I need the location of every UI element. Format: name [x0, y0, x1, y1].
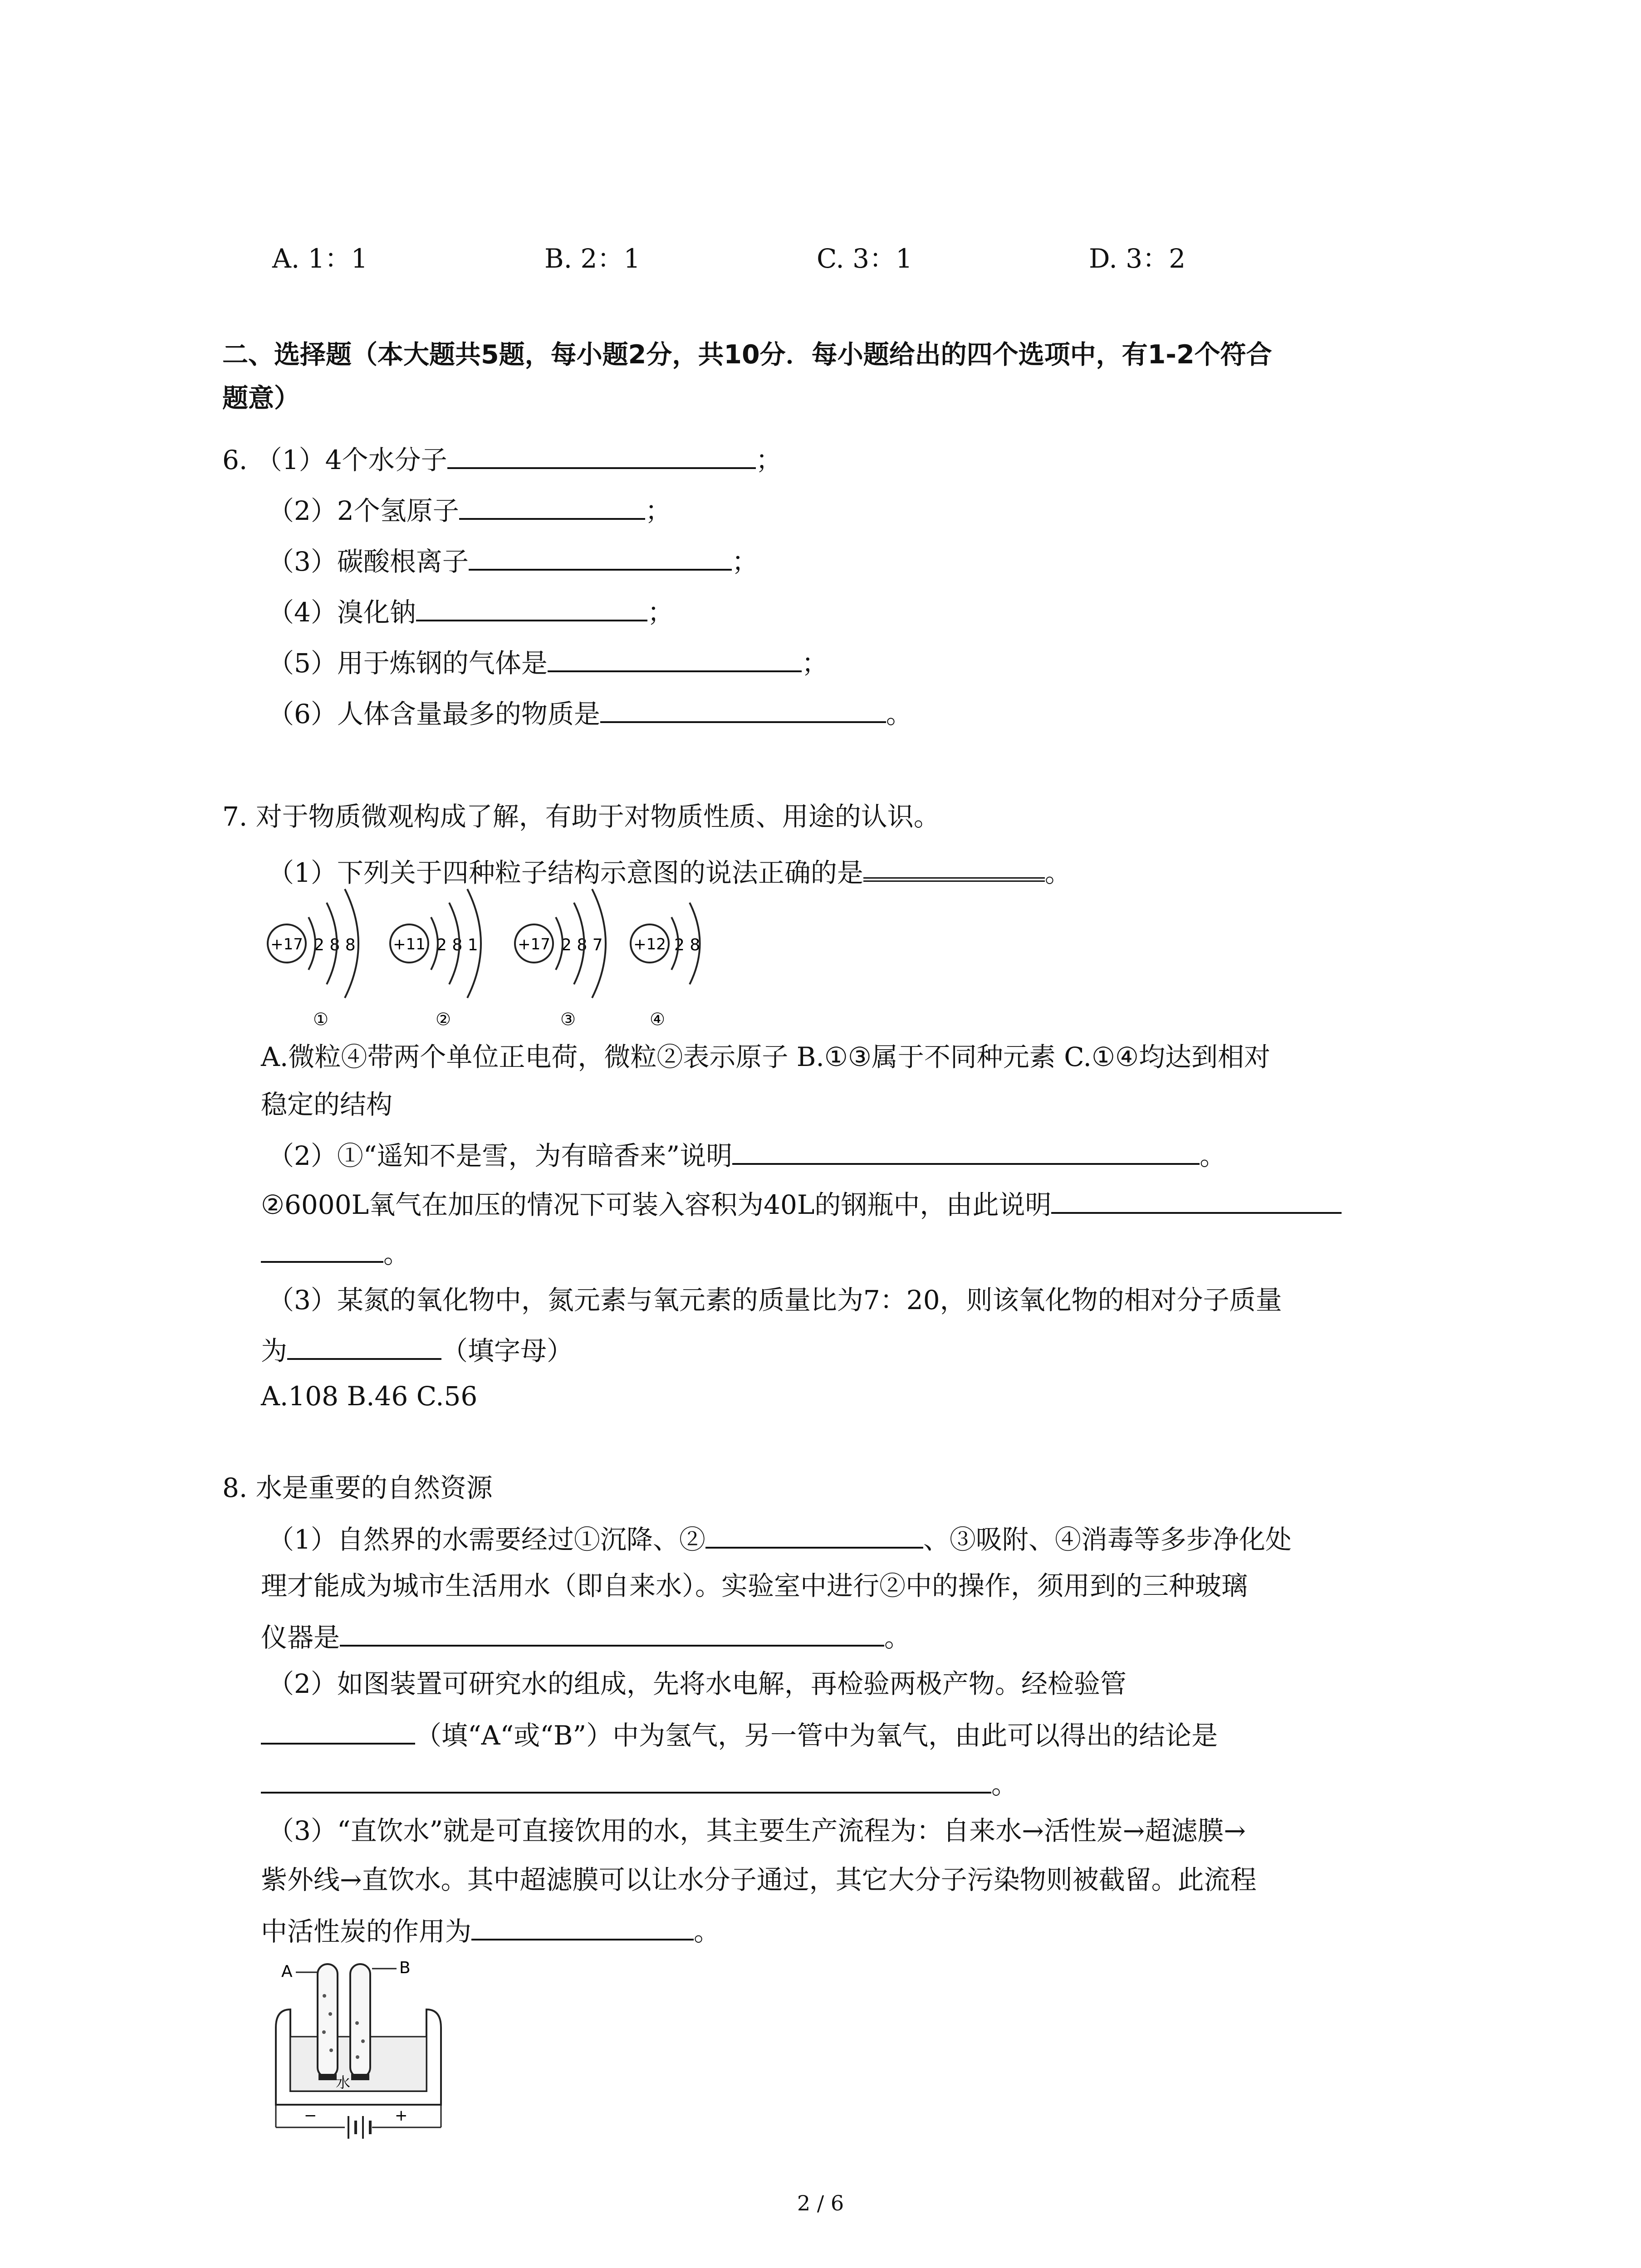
q7-part-1-end: 。 [1044, 857, 1071, 888]
q7-part-3-suffix: （填字母） [441, 1335, 573, 1366]
q7-blank-2b[interactable] [1051, 1184, 1342, 1214]
q8-blank-5[interactable] [471, 1911, 694, 1941]
option-a: A. 1：1 [272, 243, 368, 274]
q7-blank-3[interactable] [287, 1330, 441, 1360]
q7-part-2b-text: ②6000L氧气在加压的情况下可装入容积为40L的钢瓶中，由此说明 [261, 1189, 1052, 1220]
q6-item-2-label: （2）2个氢原子 [268, 495, 459, 526]
q6-blank-1[interactable] [447, 439, 756, 469]
particle-4 [631, 903, 700, 1029]
particle-label: ① [313, 1009, 329, 1029]
q8-part-2: （2）如图装置可研究水的组成，先将水电解，再检验两极产物。经检验管 [268, 1668, 1127, 1699]
q8-part-3-line-3-text: 中活性炭的作用为 [261, 1916, 472, 1947]
q7-part-3: （3）某氮的氧化物中，氮元素与氧元素的质量比为7：20，则该氧化物的相对分子质量 [268, 1285, 1282, 1315]
q7-options: A.微粒④带两个单位正电荷，微粒②表示原子 B.①③属于不同种元素 C.①④均达到相对 [261, 1041, 1270, 1072]
q6-blank-6[interactable] [600, 693, 886, 723]
q8-part-1-line-3-end: 。 [884, 1622, 911, 1653]
q8-part-2-line-3-end: 。 [991, 1769, 1018, 1800]
q7-part-2a-end: 。 [1200, 1140, 1226, 1171]
q8-part-3-line-3-end: 。 [694, 1916, 720, 1947]
electron-counts: 2 8 [674, 936, 700, 954]
electrolysis-apparatus-figure [268, 1955, 449, 2146]
q8-stem-text: 水是重要的自然资源 [255, 1472, 493, 1503]
water-label: 水 [336, 2074, 351, 2091]
nucleus-charge: +17 [518, 935, 550, 953]
particle-1 [268, 889, 358, 1029]
q7-part-3-options: A.108 B.46 C.56 [261, 1381, 478, 1412]
q7-part-2a [268, 1135, 1226, 1174]
q7-part-2a-text: （2）①“遥知不是雪，为有暗香来”说明 [268, 1140, 733, 1171]
q6-line-2 [268, 490, 671, 529]
tube-a [318, 1964, 338, 2077]
q8-part-3-line-2: 紫外线→直饮水。其中超滤膜可以让水分子通过，其它大分子污染物则被截留。此流程 [261, 1864, 1257, 1895]
section-title-cont: 题意） [222, 383, 300, 413]
electron-counts: 2 8 7 [561, 936, 603, 954]
q8-part-2-line-2-text: （填“A“或“B”）中为氢气，另一管中为氧气，由此可以得出的结论是 [415, 1720, 1218, 1751]
q6-line-5 [268, 642, 828, 681]
q8-part-2-line-3 [261, 1764, 1018, 1803]
q6-blank-3[interactable] [469, 541, 732, 571]
q7-blank-1[interactable] [863, 849, 1045, 882]
q6-item-4-end: ； [647, 597, 674, 628]
q8-stem [222, 1470, 493, 1506]
q6-item-5-end: ； [801, 648, 828, 679]
q6-line-6 [268, 693, 912, 732]
q8-blank-3[interactable] [261, 1715, 415, 1745]
q6-item-1-label: （1）4个水分子 [255, 445, 447, 475]
q8-part-1-text-b: 、③吸附、④消毒等多步净化处 [923, 1524, 1292, 1555]
q7-part-2b-cont [261, 1233, 410, 1272]
q6-blank-5[interactable] [548, 642, 802, 672]
q8-number: 8. [222, 1472, 248, 1503]
option-c: C. 3：1 [817, 243, 912, 274]
q6-item-3-label: （3）碳酸根离子 [268, 546, 469, 577]
q6-item-3-end: ； [731, 546, 758, 577]
q8-blank-2[interactable] [340, 1617, 884, 1647]
nucleus-charge: +17 [270, 935, 303, 953]
q8-part-1 [268, 1519, 1292, 1558]
q6-item-4-label: （4）溴化钠 [268, 597, 416, 628]
q6-blank-4[interactable] [416, 591, 647, 621]
q8-part-1-text-a: （1）自然界的水需要经过①沉降、② [268, 1524, 705, 1555]
q6-item-6-label: （6）人体含量最多的物质是 [268, 699, 600, 729]
q6-item-6-end: 。 [886, 699, 912, 729]
q6-blank-2[interactable] [459, 490, 645, 520]
plus-sign: + [395, 2107, 408, 2125]
atom-structure-diagrams [263, 885, 708, 1034]
electron-counts: 2 8 1 [436, 936, 478, 954]
q8-blank-4[interactable] [261, 1764, 991, 1794]
tube-b-label: B [399, 1959, 411, 1977]
nucleus-charge: +11 [393, 935, 426, 953]
option-d: D. 3：2 [1089, 243, 1186, 274]
q7-part-2b-end: 。 [383, 1238, 410, 1269]
q8-blank-1[interactable] [705, 1519, 923, 1549]
q8-part-2-line-2 [261, 1715, 1218, 1754]
q7-part-3-prefix: 为 [261, 1335, 288, 1366]
q6-number: 6. [222, 445, 248, 475]
tube-b [350, 1964, 370, 2077]
page-number: 2 / 6 [797, 2191, 844, 2215]
particle-label: ③ [560, 1009, 576, 1029]
nucleus-charge: +12 [633, 935, 666, 953]
q8-part-3-line-3 [261, 1911, 720, 1950]
q7-part-3-cont [261, 1330, 573, 1369]
q8-part-1-line-3-text: 仪器是 [261, 1622, 340, 1653]
q7-options-cont: 稳定的结构 [261, 1089, 393, 1120]
q8-part-3: （3）“直饮水”就是可直接饮用的水，其主要生产流程为：自来水→活性炭→超滤膜→ [268, 1815, 1246, 1846]
q6-item-1-end: ； [755, 445, 782, 475]
option-b: B. 2：1 [544, 243, 641, 274]
q8-part-1-line-3 [261, 1617, 911, 1656]
particle-3 [515, 889, 606, 1029]
q6-line-4 [268, 591, 674, 631]
q7-blank-2b-cont[interactable] [261, 1233, 383, 1263]
q7-part-2b [261, 1184, 1342, 1223]
particle-label: ② [436, 1009, 451, 1029]
q7-number: 7. [222, 801, 248, 832]
particle-label: ④ [650, 1009, 666, 1029]
q7-blank-2a[interactable] [732, 1135, 1200, 1165]
q7-part-1-text: （1）下列关于四种粒子结构示意图的说法正确的是 [268, 857, 863, 888]
q7-stem [222, 798, 940, 835]
q6-line-3 [268, 541, 758, 580]
tube-a-label: A [281, 1962, 293, 1981]
q7-stem-text: 对于物质微观构成了解，有助于对物质性质、用途的认识。 [255, 801, 940, 832]
electron-counts: 2 8 8 [314, 936, 356, 954]
q6-item-2-end: ； [645, 495, 671, 526]
minus-sign: − [304, 2107, 317, 2125]
q8-part-1-line-2: 理才能成为城市生活用水（即自来水）。实验室中进行②中的操作，须用到的三种玻璃 [261, 1570, 1248, 1601]
q6-line-1 [222, 439, 782, 478]
particle-2 [390, 889, 481, 1029]
electrode-b [351, 2074, 369, 2080]
electrode-a [318, 2074, 337, 2080]
section-title: 二、选择题（本大题共5题，每小题2分，共10分．每小题给出的四个选项中，有1-2个符合 [222, 340, 1272, 370]
q6-item-5-label: （5）用于炼钢的气体是 [268, 648, 548, 679]
